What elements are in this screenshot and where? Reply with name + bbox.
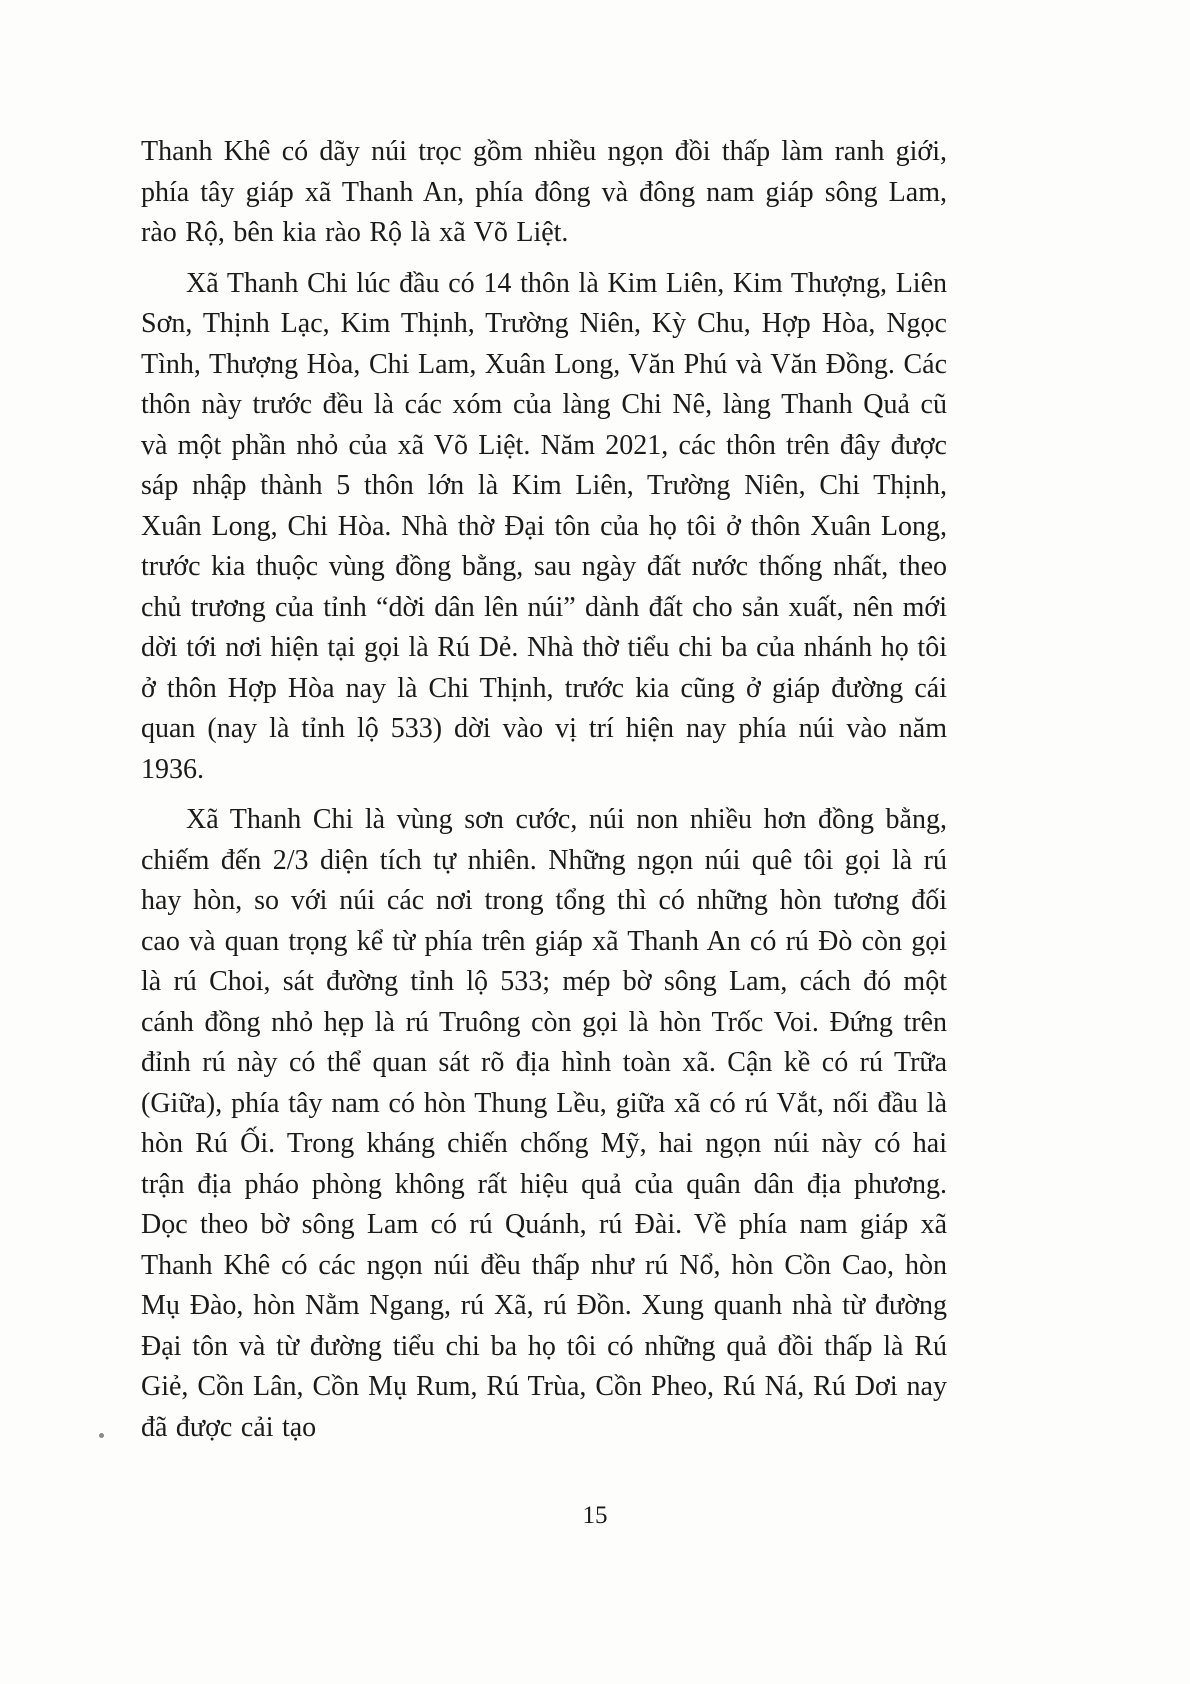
- paragraph-2: Xã Thanh Chi lúc đầu có 14 thôn là Kim Liên, Kim Thượng, Liên Sơn, Thịnh Lạc, Kim Thịnh, Trường Niên, Kỳ Chu, Hợp Hòa, Ngọc Tình, Thượng Hòa, Chi Lam, Xuân Long, Văn Phú và Văn Đồng. Các thôn này trước đều là các xóm của làng Chi Nê, làng Thanh Quả cũ và một phần nhỏ của xã Võ Liệt. Năm 2021, các thôn trên đây được sáp nhập thành 5 thôn lớn là Kim Liên, Trường Niên, Chi Thịnh, Xuân Long, Chi Hòa. Nhà thờ Đại tôn của họ tôi ở thôn Xuân Long, trước kia thuộc vùng đồng bằng, sau ngày đất nước thống nhất, theo chủ trương của tỉnh “dời dân lên núi” dành đất cho sản xuất, nên mới dời tới nơi hiện tại gọi là Rú Dẻ. Nhà thờ tiểu chi ba của nhánh họ tôi ở thôn Hợp Hòa nay là Chi Thịnh, trước kia cũng ở giáp đường cái quan (nay là tỉnh lộ 533) dời vào vị trí hiện nay phía núi vào năm 1936.: [141, 267, 947, 785]
- scan-speck: [99, 1433, 104, 1438]
- paragraph-3: Xã Thanh Chi là vùng sơn cước, núi non nhiều hơn đồng bằng, chiếm đến 2/3 diện tích tự nhiên. Những ngọn núi quê tôi gọi là rú hay hòn, so với núi các nơi trong tổng thì có những hòn tương đối cao và quan trọng kể từ phía trên giáp xã Thanh An có rú Đò còn gọi là rú Choi, sát đường tỉnh lộ 533; mép bờ sông Lam, cách đó một cánh đồng nhỏ hẹp là rú Truông còn gọi là hòn Trốc Voi. Đứng trên đỉnh rú này có thể quan sát rõ địa hình toàn xã. Cận kề có rú Trữa (Giữa), phía tây nam có hòn Thung Lều, giữa xã có rú Vắt, nối đầu là hòn Rú Ối. Trong kháng chiến chống Mỹ, hai ngọn núi này có hai trận địa pháo phòng không rất hiệu quả của quân dân địa phương. Dọc theo bờ sông Lam có rú Quánh, rú Đài. Về phía nam giáp xã Thanh Khê có các ngọn núi đều thấp như rú Nổ, hòn Cồn Cao, hòn Mụ Đào, hòn Nằm Ngang, rú Xã, rú Đồn. Xung quanh nhà từ đường Đại tôn và từ đường tiểu chi ba họ tôi có những quả đồi thấp là Rú Giẻ, Cồn Lân, Cồn Mụ Rum, Rú Trùa, Cồn Pheo, Rú Ná, Rú Dơi nay đã được cải tạo: [141, 804, 947, 1443]
- body-text: [141, 132, 947, 1448]
- paragraph-1: Thanh Khê có dãy núi trọc gồm nhiều ngọn đồi thấp làm ranh giới, phía tây giáp xã Thanh An, phía đông và đông nam giáp sông Lam, rào Rộ, bên kia rào Rộ là xã Võ Liệt.: [141, 136, 947, 248]
- page-number: 15: [582, 1502, 608, 1529]
